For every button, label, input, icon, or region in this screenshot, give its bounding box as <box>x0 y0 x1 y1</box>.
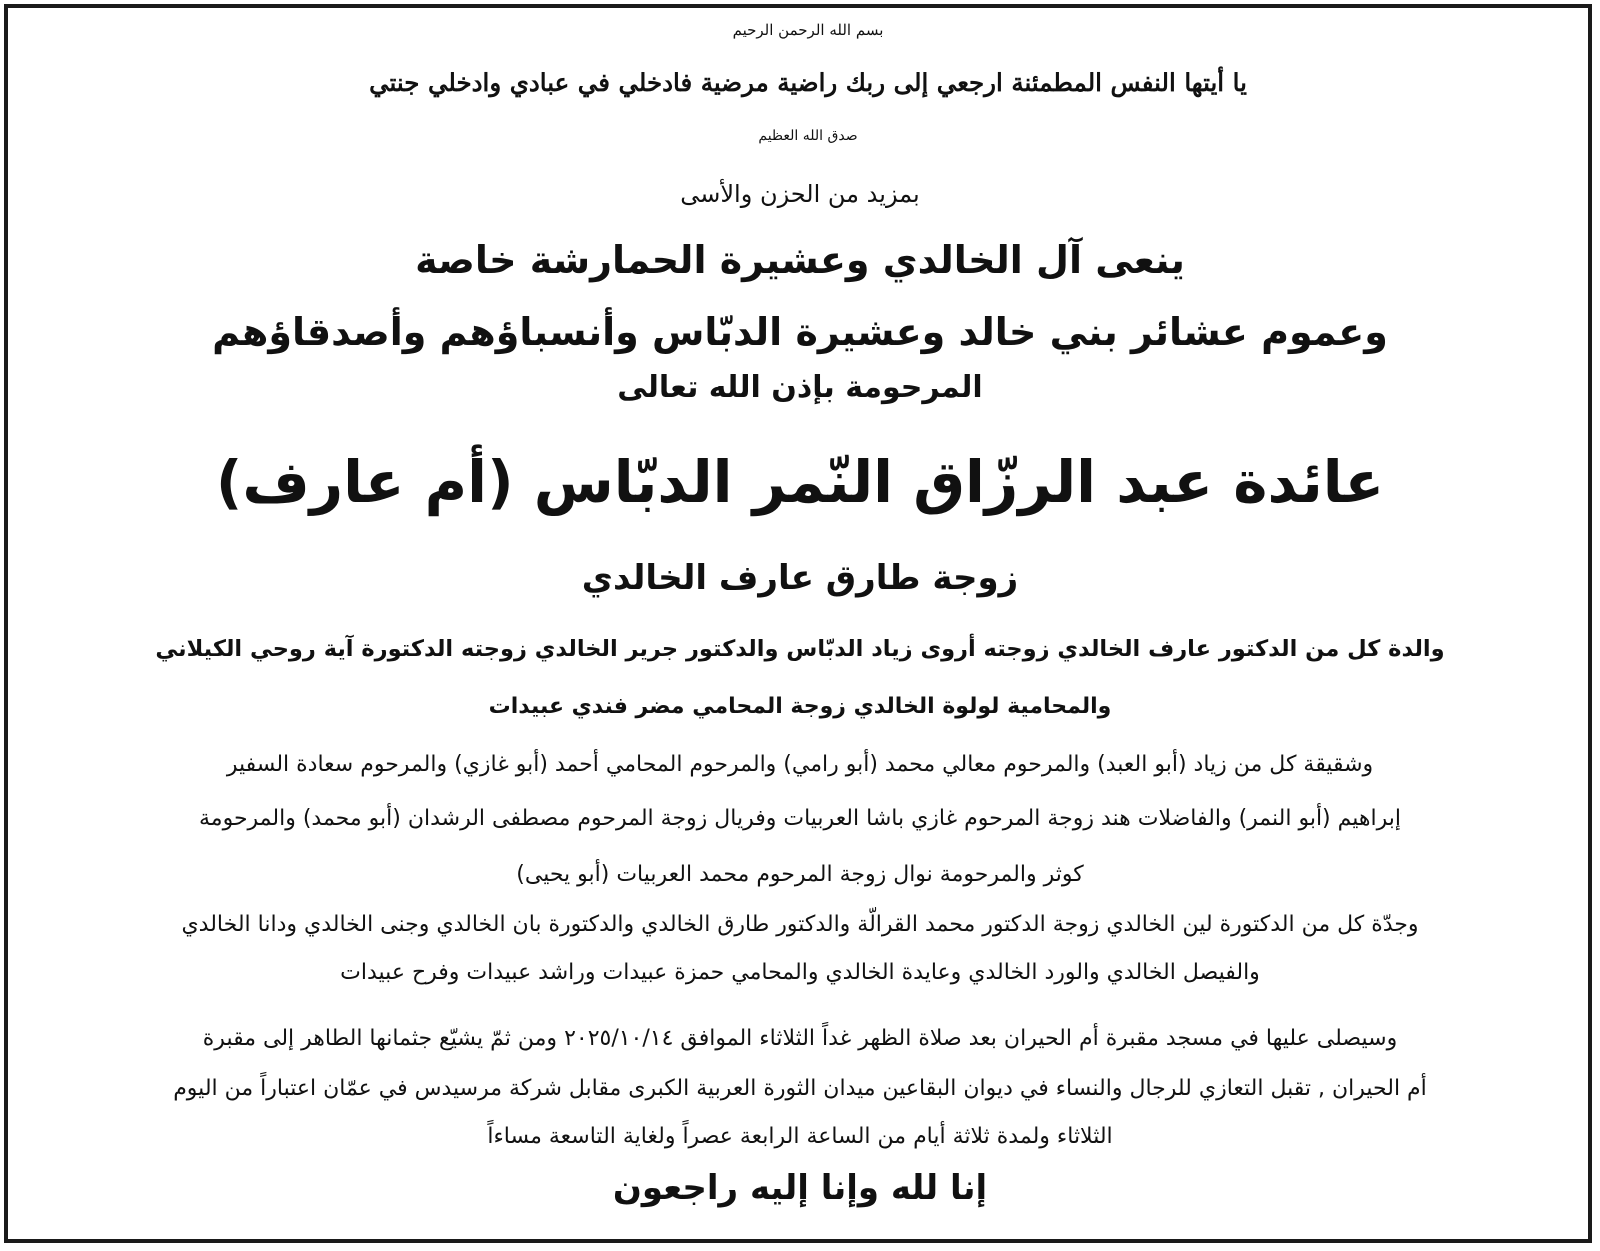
grandmother-of-line-2: والفيصل الخالدي والورد الخالدي وعايدة الخالدي والمحامي حمزة عبيدات وراشد عبيدات وفرح عبيدات <box>340 960 1260 985</box>
basmala: بسم الله الرحمن الرحيم <box>732 21 884 39</box>
funeral-details-line-2: أم الحيران , تقبل التعازي للرجال والنساء في ديوان البقاعين ميدان الثورة العربية الكبرى مقابل شركة مرسيدس في عمّان اعتباراً من اليوم <box>173 1076 1427 1101</box>
deceased-label: المرحومة بإذن الله تعالى <box>617 370 983 405</box>
sister-of-line-3: كوثر والمرحومة نوال زوجة المرحوم محمد العربيات (أبو يحيى) <box>516 862 1084 887</box>
obituary-notice <box>8 8 1592 1243</box>
quran-verse: يا أيتها النفس المطمئنة ارجعي إلى ربك راضية مرضية فادخلي في عبادي وادخلي جنتي <box>369 68 1247 97</box>
headline-line-2: وعموم عشائر بني خالد وعشيرة الدبّاس وأنسباؤهم وأصدقاؤهم <box>212 310 1388 354</box>
funeral-details-line-1: وسيصلى عليها في مسجد مقبرة أم الحيران بعد صلاة الظهر غداً الثلاثاء الموافق ٢٠٢٥/١٠/١٤ ومن ثمّ يشيّع جثمانها الطاهر إلى مقبرة <box>202 1026 1398 1051</box>
deceased-name: عائدة عبد الرزّاق النّمر الدبّاس (أم عارف) <box>215 448 1385 516</box>
funeral-details-line-3: الثلاثاء ولمدة ثلاثة أيام من الساعة الرابعة عصراً ولغاية التاسعة مساءاً <box>487 1124 1113 1149</box>
grandmother-of-line-1: وجدّة كل من الدكتورة لين الخالدي زوجة الدكتور محمد القرالّة والدكتور طارق الخالدي والدكتورة بان الخالدي وجنى الخالدي ودانا الخالدي <box>181 912 1419 937</box>
sister-of-line-2: إبراهيم (أبو النمر) والفاضلات هند زوجة المرحوم غازي باشا العربيات وفريال زوجة المرحوم مصطفى الرشدان (أبو محمد) والمرحومة <box>199 806 1401 831</box>
intro-line: بمزيد من الحزن والأسى <box>680 180 920 208</box>
mother-of-line-1: والدة كل من الدكتور عارف الخالدي زوجته أروى زياد الدبّاس والدكتور جرير الخالدي زوجته الدكتورة آية روحي الكيلاني <box>155 636 1445 662</box>
sister-of-line-1: وشقيقة كل من زياد (أبو العبد) والمرحوم معالي محمد (أبو رامي) والمرحوم المحامي أحمد (أبو غازي) والمرحوم سعادة السفير <box>226 752 1374 777</box>
spouse-line: زوجة طارق عارف الخالدي <box>581 558 1019 598</box>
sadaqa-allah: صدق الله العظيم <box>758 128 858 144</box>
mother-of-line-2: والمحامية لولوة الخالدي زوجة المحامي مضر فندي عبيدات <box>488 694 1112 719</box>
headline-line-1: ينعى آل الخالدي وعشيرة الحمارشة خاصة <box>415 238 1185 282</box>
closing-phrase: إنا لله وإنا إليه راجعون <box>612 1168 988 1208</box>
quran-verse-header <box>368 20 1248 170</box>
